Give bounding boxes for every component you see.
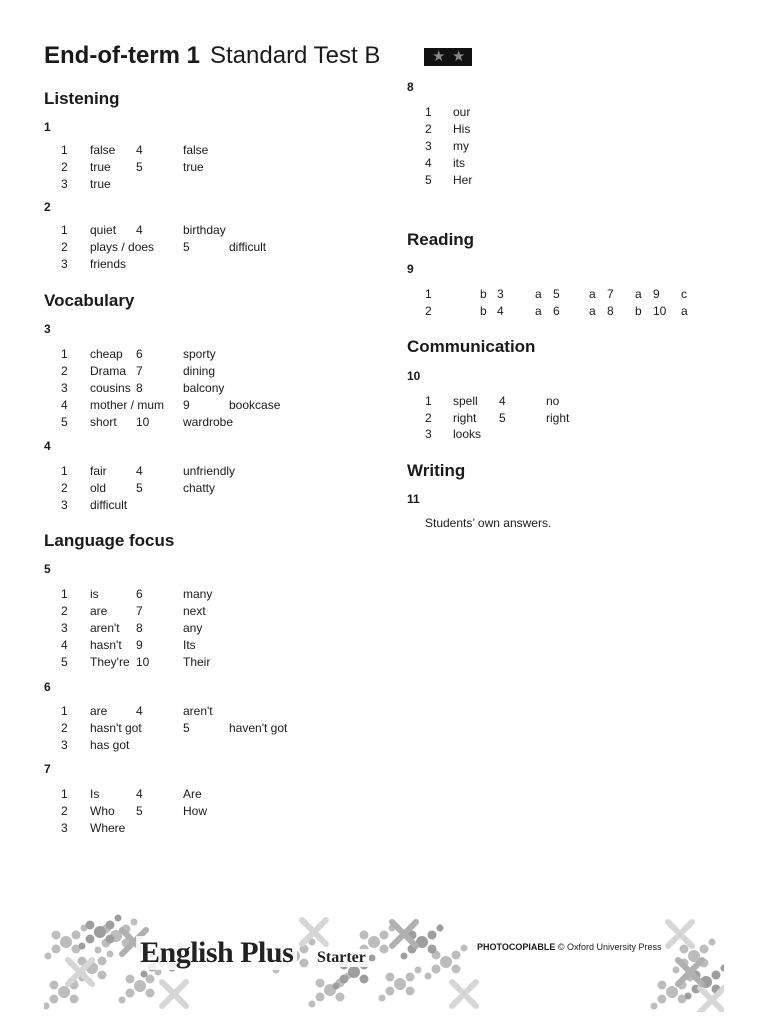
answer: wardrobe — [183, 415, 234, 429]
exercise-number: 9 — [407, 262, 414, 276]
item-number: 4 — [136, 704, 143, 718]
answer-text: Students’ own answers. — [425, 516, 552, 530]
item-number: 4 — [497, 304, 504, 318]
answer: Where — [90, 821, 126, 835]
item-number: 3 — [497, 287, 504, 301]
item-number: 8 — [136, 621, 143, 635]
copyright-text: © Oxford University Press — [557, 942, 662, 952]
item-number: 5 — [499, 411, 506, 425]
english-plus-logo: English Plus — [136, 936, 297, 970]
answer: true — [183, 160, 204, 174]
answer: friends — [90, 257, 127, 271]
item-number: 3 — [61, 381, 68, 395]
answer: balcony — [183, 381, 225, 395]
answer: true — [90, 160, 111, 174]
answer: quiet — [90, 223, 117, 237]
section-heading-listening: Listening — [44, 89, 120, 108]
answer: His — [453, 122, 471, 136]
answer: Is — [90, 787, 100, 801]
exercise-number: 5 — [44, 562, 51, 576]
section-heading-communication: Communication — [407, 337, 536, 356]
item-number: 4 — [136, 464, 143, 478]
answer: spell — [453, 394, 478, 408]
item-number: 6 — [136, 587, 143, 601]
item-number: 1 — [425, 105, 432, 119]
answer: next — [183, 604, 206, 618]
section-heading-writing: Writing — [407, 461, 466, 480]
item-number: 4 — [425, 156, 432, 170]
answer: Her — [453, 173, 473, 187]
item-number: 9 — [183, 398, 190, 412]
answer: hasn't — [90, 638, 122, 652]
item-number: 2 — [425, 411, 432, 425]
answer: my — [453, 139, 469, 153]
answer: plays / does — [90, 240, 155, 254]
photocopiable-label: PHOTOCOPIABLE — [477, 942, 556, 952]
item-number: 3 — [61, 177, 68, 191]
answer: birthday — [183, 223, 226, 237]
answer: has got — [90, 738, 130, 752]
item-number: 9 — [653, 287, 660, 301]
item-number: 1 — [61, 587, 68, 601]
item-number: 1 — [425, 394, 432, 408]
item-number: 5 — [553, 287, 560, 301]
item-number: 2 — [61, 604, 68, 618]
item-number: 3 — [425, 139, 432, 153]
answer: unfriendly — [183, 464, 236, 478]
answer: b — [635, 304, 642, 318]
item-number: 3 — [61, 621, 68, 635]
item-number: 7 — [607, 287, 614, 301]
item-number: 8 — [607, 304, 614, 318]
item-number: 4 — [136, 787, 143, 801]
item-number: 3 — [61, 498, 68, 512]
answer: b — [480, 304, 487, 318]
answer: our — [453, 105, 471, 119]
answer: How — [183, 804, 208, 818]
answer: no — [546, 394, 560, 408]
answer: are — [90, 704, 108, 718]
item-number: 4 — [61, 398, 68, 412]
item-number: 10 — [136, 415, 150, 429]
answer: sporty — [183, 347, 216, 361]
item-number: 3 — [61, 821, 68, 835]
item-number: 1 — [61, 704, 68, 718]
item-number: 2 — [61, 240, 68, 254]
item-number: 3 — [61, 738, 68, 752]
item-number: 2 — [61, 160, 68, 174]
exercise-number: 11 — [407, 492, 420, 506]
item-number: 4 — [136, 223, 143, 237]
answer: Drama — [90, 364, 127, 378]
answer: chatty — [183, 481, 216, 495]
level-label: Starter — [314, 949, 369, 967]
answer: a — [635, 287, 642, 301]
section-heading-vocabulary: Vocabulary — [44, 291, 135, 310]
answer: Their — [183, 655, 211, 669]
item-number: 4 — [499, 394, 506, 408]
difficulty-stars-badge — [424, 48, 472, 66]
answer: aren't — [90, 621, 120, 635]
answer: are — [90, 604, 108, 618]
answer: cousins — [90, 381, 131, 395]
item-number: 5 — [61, 655, 68, 669]
item-number: 8 — [136, 381, 143, 395]
answer: dining — [183, 364, 216, 378]
exercise-number: 10 — [407, 369, 421, 383]
answer: a — [589, 287, 596, 301]
exercise-number: 7 — [44, 762, 51, 776]
item-number: 5 — [136, 804, 143, 818]
answer: bookcase — [229, 398, 281, 412]
item-number: 2 — [61, 481, 68, 495]
answer: fair — [90, 464, 107, 478]
answer: hasn't got — [90, 721, 142, 735]
answer: cheap — [90, 347, 123, 361]
title-bold: End-of-term 1 — [44, 42, 200, 69]
title-rest: Standard Test B — [210, 42, 381, 69]
answer: b — [480, 287, 487, 301]
answer: right — [453, 411, 477, 425]
answer: any — [183, 621, 203, 635]
exercise-number: 3 — [44, 322, 51, 336]
answer: c — [681, 287, 687, 301]
answer: haven't got — [229, 721, 288, 735]
item-number: 1 — [61, 464, 68, 478]
answer: a — [681, 304, 688, 318]
item-number: 9 — [136, 638, 143, 652]
answer: many — [183, 587, 213, 601]
star-icon: ★ — [432, 48, 446, 65]
item-number: 5 — [136, 160, 143, 174]
section-heading-language-focus: Language focus — [44, 531, 175, 550]
section-heading-reading: Reading — [407, 230, 475, 249]
item-number: 5 — [183, 721, 190, 735]
item-number: 6 — [136, 347, 143, 361]
exercise-number: 4 — [44, 439, 51, 453]
item-number: 10 — [136, 655, 150, 669]
answer: Who — [90, 804, 115, 818]
item-number: 1 — [61, 787, 68, 801]
answer: old — [90, 481, 107, 495]
item-number: 10 — [653, 304, 667, 318]
item-number: 4 — [136, 143, 143, 157]
answer: right — [546, 411, 570, 425]
answer: its — [453, 156, 465, 170]
item-number: 5 — [136, 481, 143, 495]
answer: They're — [90, 655, 130, 669]
item-number: 2 — [61, 364, 68, 378]
answer: looks — [453, 427, 482, 441]
exercise-number: 8 — [407, 80, 414, 94]
exercise-number: 6 — [44, 680, 51, 694]
answer: difficult — [90, 498, 128, 512]
answer: a — [535, 287, 542, 301]
exercise-number: 1 — [44, 120, 51, 134]
answer: aren't — [183, 704, 213, 718]
item-number: 3 — [425, 427, 432, 441]
answer: Are — [183, 787, 202, 801]
answer: a — [535, 304, 542, 318]
exercise-number: 2 — [44, 200, 51, 214]
answer: short — [90, 415, 117, 429]
answer: mother / mum — [90, 398, 165, 412]
item-number: 2 — [425, 304, 432, 318]
item-number: 1 — [61, 347, 68, 361]
item-number: 7 — [136, 364, 143, 378]
item-number: 1 — [425, 287, 432, 301]
page-title — [44, 42, 380, 70]
item-number: 7 — [136, 604, 143, 618]
star-icon: ★ — [452, 48, 466, 65]
item-number: 5 — [425, 173, 432, 187]
answer: false — [90, 143, 116, 157]
answer: true — [90, 177, 111, 191]
item-number: 2 — [425, 122, 432, 136]
answer: is — [90, 587, 99, 601]
item-number: 6 — [553, 304, 560, 318]
item-number: 1 — [61, 143, 68, 157]
item-number: 1 — [61, 223, 68, 237]
answer: a — [589, 304, 596, 318]
item-number: 5 — [61, 415, 68, 429]
item-number: 2 — [61, 721, 68, 735]
answer: Its — [183, 638, 196, 652]
item-number: 5 — [183, 240, 190, 254]
item-number: 2 — [61, 804, 68, 818]
answer: false — [183, 143, 209, 157]
answer: difficult — [229, 240, 267, 254]
copyright-notice — [474, 942, 665, 952]
item-number: 4 — [61, 638, 68, 652]
item-number: 3 — [61, 257, 68, 271]
